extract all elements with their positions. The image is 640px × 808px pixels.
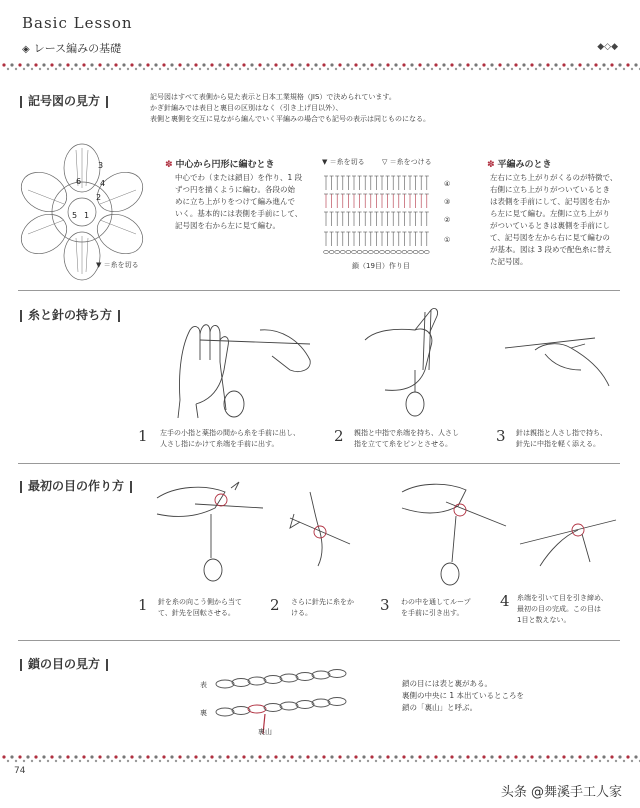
holding-step-1-number: 1: [138, 427, 148, 445]
holding-step-2-number: 2: [334, 427, 344, 445]
circle-line: 記号図を右から左に見て編む。: [175, 221, 280, 230]
flower-icon: ✽: [487, 160, 495, 170]
step-line: 指を立てて糸をピンとさせる。: [354, 440, 452, 448]
thumb-middle-finger-illustration: [355, 300, 475, 420]
first-stitch-step3-illustration: [400, 478, 510, 588]
first-stitch-step-3-number: 3: [380, 596, 390, 614]
holding-step-2-text: [354, 428, 484, 450]
intro-line: 記号図はすべて表側から見た表示と日本工業規格（JIS）で決められています。: [150, 93, 396, 101]
chain-stitch-diagram: [215, 650, 395, 740]
flat-line: ら左に見て編む。左側に立ち上がり: [490, 209, 610, 218]
section-title-holding-text: 糸と針の持ち方: [28, 308, 113, 322]
step-line: 親指と中指で糸端を持ち、人さし: [354, 429, 459, 437]
circle-heading: [165, 157, 275, 170]
section-divider: [18, 290, 620, 291]
first-stitch-step1-illustration: [155, 478, 265, 583]
row-number-6: 6: [76, 177, 82, 186]
holding-step-3-text: [516, 428, 626, 450]
chain-line: 鎖の「裏山」と呼ぶ。: [402, 703, 478, 712]
flat-description: [490, 172, 630, 268]
row-number-2: 2: [96, 193, 102, 202]
step-line: 1目と数えない。: [517, 616, 571, 624]
step-line: て、針先を回転させる。: [158, 609, 235, 617]
bracket-icon: [20, 310, 22, 322]
circle-line: めに立ち上がりをつけて編み進んで: [175, 197, 295, 206]
step-line: 左手の小指と薬指の間から糸を手前に出し、: [160, 429, 300, 437]
circle-heading-text: 中心から円形に編むとき: [175, 160, 275, 170]
chain-foundation-label: 鎖（19目）作り目: [352, 262, 410, 270]
step-line: 糸端を引いて目を引き締め、: [517, 594, 608, 602]
section-title-holding: [20, 306, 120, 323]
diamond-ornament-icon: ◆◇◆: [597, 42, 618, 52]
section-divider: [18, 463, 620, 464]
decorative-border-bottom: [0, 754, 640, 764]
chain-ridge-label: 裏山: [258, 728, 272, 736]
subtitle-text: レース編みの基礎: [33, 42, 122, 55]
flat-line: て、記号図を左から右に見て編むの: [490, 233, 610, 242]
row-number-1: 1: [84, 211, 90, 220]
row-marker-3: ③: [444, 198, 451, 206]
symbols-intro: [150, 92, 620, 125]
circle-line: 中心でわ（または鎖目）を作り、1 段: [175, 173, 303, 182]
legend-attach: ▽ ＝糸をつける: [382, 158, 432, 166]
bracket-icon: [118, 310, 120, 322]
flat-heading: [487, 157, 552, 170]
first-stitch-step-1-number: 1: [138, 596, 148, 614]
step-line: 人さし指にかけて糸端を手前に出す。: [160, 440, 279, 448]
left-hand-yarn-illustration: [160, 300, 320, 420]
step-line: さらに針先に糸をか: [291, 598, 354, 606]
bracket-icon: [20, 481, 22, 493]
motif-cut-label: ▼ ＝糸を切る: [96, 261, 139, 269]
step-line: を手前に引き出す。: [401, 609, 464, 617]
section-title-chain-text: 鎖の目の見方: [28, 657, 101, 671]
hook-hold-illustration: [505, 320, 615, 400]
motif-chart-diagram: [20, 140, 155, 275]
section-title-first-stitch: [20, 477, 132, 494]
flat-chart-diagram: [320, 170, 440, 260]
first-stitch-step-2-text: [291, 597, 371, 619]
flat-line: 左右に立ち上がりがくるのが特徴で、: [490, 173, 618, 182]
first-stitch-step2-illustration: [280, 488, 355, 568]
first-stitch-step-2-number: 2: [270, 596, 280, 614]
section-title-symbols: [20, 92, 108, 109]
chain-front-label: 表: [200, 681, 207, 689]
first-stitch-step4-illustration: [520, 500, 620, 570]
section-title-chain: [20, 655, 108, 672]
first-stitch-step-3-text: [401, 597, 493, 619]
circle-line: いく。基本的には表側を手前にして、: [175, 209, 303, 218]
row-number-4: 4: [100, 179, 106, 188]
page-number: 74: [14, 766, 26, 776]
holding-step-1-text: [160, 428, 330, 450]
row-marker-2: ②: [444, 216, 451, 224]
row-marker-4: ④: [444, 180, 451, 188]
flat-line: がついているときは裏側を手前にし: [490, 221, 610, 230]
bracket-icon: [130, 481, 132, 493]
section-divider: [18, 640, 620, 641]
flat-heading-text: 平編みのとき: [497, 160, 552, 170]
chain-line: 裏側の中央に 1 本出ているところを: [402, 691, 525, 700]
step-line: 針先に中指を軽く添える。: [516, 440, 600, 448]
holding-step-3-number: 3: [496, 427, 506, 445]
legend-cut: ▼ ＝糸を切る: [322, 158, 365, 166]
flower-icon: ✽: [165, 160, 173, 170]
first-stitch-step-4-number: 4: [500, 592, 510, 610]
flat-line: た記号図。: [490, 257, 528, 266]
chain-back-label: 裏: [200, 709, 207, 717]
flat-line: は表側を手前にして、記号図を右か: [490, 197, 610, 206]
watermark: 头条 @舞溪手工人家: [500, 785, 622, 800]
section-title-symbols-text: 記号図の見方: [28, 94, 101, 108]
page-header-title: Basic Lesson: [22, 14, 133, 32]
circle-description: [175, 172, 315, 232]
step-line: 針は親指と人さし指で持ち、: [516, 429, 607, 437]
bracket-icon: [20, 659, 22, 671]
step-line: 最初の目の完成。この目は: [517, 605, 601, 613]
first-stitch-step-4-text: [517, 593, 627, 626]
bracket-icon: [106, 659, 108, 671]
step-line: わの中を通してループ: [401, 598, 471, 606]
circle-line: ずつ円を描くように編む。各段の始: [175, 185, 295, 194]
intro-line: かぎ針編みでは表目と裏目の区別はなく（引き上げ目以外）、: [150, 104, 343, 112]
bracket-icon: [106, 96, 108, 108]
step-line: ける。: [291, 609, 312, 617]
first-stitch-step-1-text: [158, 597, 268, 619]
row-marker-1: ①: [444, 236, 451, 244]
diamond-icon: ◈: [22, 44, 30, 55]
row-number-5: 5: [72, 211, 78, 220]
chain-description: [402, 678, 602, 714]
flat-line: 右側に立ち上がりがついているとき: [490, 185, 610, 194]
bracket-icon: [20, 96, 22, 108]
page-header-subtitle: [22, 40, 121, 56]
step-line: 針を糸の向こう側から当て: [158, 598, 242, 606]
intro-line: 表側と裏側を交互に見ながら編んでいく平編みの場合でも記号の表示は同じものになる。: [150, 115, 430, 123]
flat-line: が基本。図は 3 段めで配色糸に替え: [490, 245, 613, 254]
decorative-border-top: [0, 62, 640, 72]
chain-line: 鎖の目には表と裏がある。: [402, 679, 492, 688]
row-number-3: 3: [98, 161, 104, 170]
section-title-first-stitch-text: 最初の目の作り方: [28, 479, 125, 493]
